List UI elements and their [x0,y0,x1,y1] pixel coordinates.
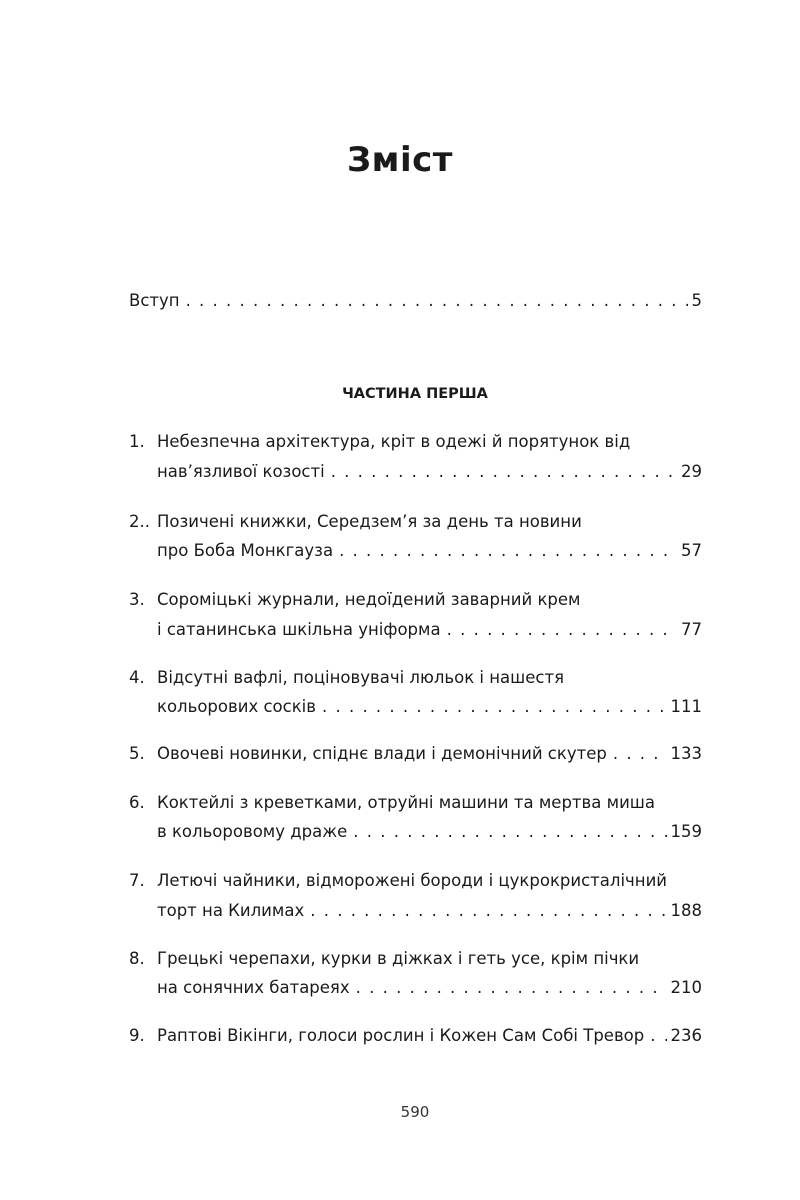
chapter-title: Відсутні вафлі, поціновувачі люльок і нашестя [157,668,565,687]
chapter-title-continued: на сонячних батареях [157,978,350,997]
dot-leader [186,291,688,310]
toc-page-number: 57 [681,541,702,560]
toc-entry-5 [129,744,702,763]
toc-entry-3-line1 [129,590,702,609]
dot-leader [447,620,677,639]
chapter-title: Позичені книжки, Середзем’я за день та новини [157,512,582,531]
toc-entry-6-line2 [129,822,702,841]
chapter-title-continued: нав’язливої козості [157,462,325,481]
chapter-title: Коктейлі з креветками, отруйні машини та мертва миша [157,793,656,812]
toc-entry-7-line2 [129,901,702,920]
toc-entry-3-line2 [129,620,702,639]
dot-leader [353,822,666,841]
chapter-title: Небезпечна архітектура, кріт в одежі й порятунок від [157,432,631,451]
chapter-title: Сороміцькі журнали, недоїдений заварний крем [157,590,581,609]
chapter-number: 7. [129,871,145,890]
toc-entry-title: Вступ [129,291,180,310]
toc-entry-1-line1 [129,432,702,451]
chapter-number: 5. [129,744,145,763]
toc-entry-7-line1 [129,871,702,890]
chapter-title: Раптові Вікінги, голоси рослин і Кожен Сам Собі Тревор [157,1026,645,1045]
toc-entry-intro [129,291,702,310]
toc-entry-2-line2 [129,541,702,560]
page-title: Зміст [347,140,453,180]
chapter-title: Грецькі черепахи, курки в діжках і геть усе, крім пічки [157,949,640,968]
toc-page-number: 5 [691,291,702,310]
chapter-number: 9. [129,1026,145,1045]
toc-page-number: 159 [670,822,702,841]
chapter-title-continued: про Боба Монкгауза [157,541,334,560]
toc-entry-1-line2 [129,462,702,481]
chapter-title-continued: кольорових сосків [157,697,316,716]
dot-leader [356,978,667,997]
part-heading: ЧАСТИНА ПЕРША [342,386,488,402]
toc-page-number: 210 [670,978,702,997]
page-number-footer: 590 [400,1103,430,1121]
dot-leader [339,541,677,560]
chapter-title: Летючі чайники, відморожені бороди і цукрокристалічний [157,871,668,890]
chapter-title-continued: і сатанинська шкільна уніформа [157,620,441,639]
chapter-number: 1. [129,432,145,451]
toc-entry-8-line1 [129,949,702,968]
dot-leader [310,901,666,920]
toc-entry-6-line1 [129,793,702,812]
dot-leader [650,1026,666,1045]
chapter-number: 4. [129,668,145,687]
toc-entry-8-line2 [129,978,702,997]
dot-leader [331,462,677,481]
toc-page-number: 111 [670,697,702,716]
toc-entry-4-line1 [129,668,702,687]
chapter-number: 6. [129,793,145,812]
toc-page-number: 77 [681,620,702,639]
toc-entry-9 [129,1026,702,1045]
dot-leader [613,744,667,763]
chapter-title-continued: в кольоровому драже [157,822,348,841]
toc-entry-4-line2 [129,697,702,716]
chapter-title-continued: торт на Килимах [157,901,305,920]
toc-page-number: 29 [681,462,702,481]
chapter-number: 3. [129,590,145,609]
toc-entry-2-line1 [129,512,702,531]
toc-page-number: 133 [670,744,702,763]
toc-page-number: 236 [670,1026,702,1045]
chapter-title: Овочеві новинки, спіднє влади і демонічний скутер [157,744,607,763]
toc-page-number: 188 [670,901,702,920]
chapter-number: 2.. [129,512,150,531]
chapter-number: 8. [129,949,145,968]
dot-leader [322,697,667,716]
